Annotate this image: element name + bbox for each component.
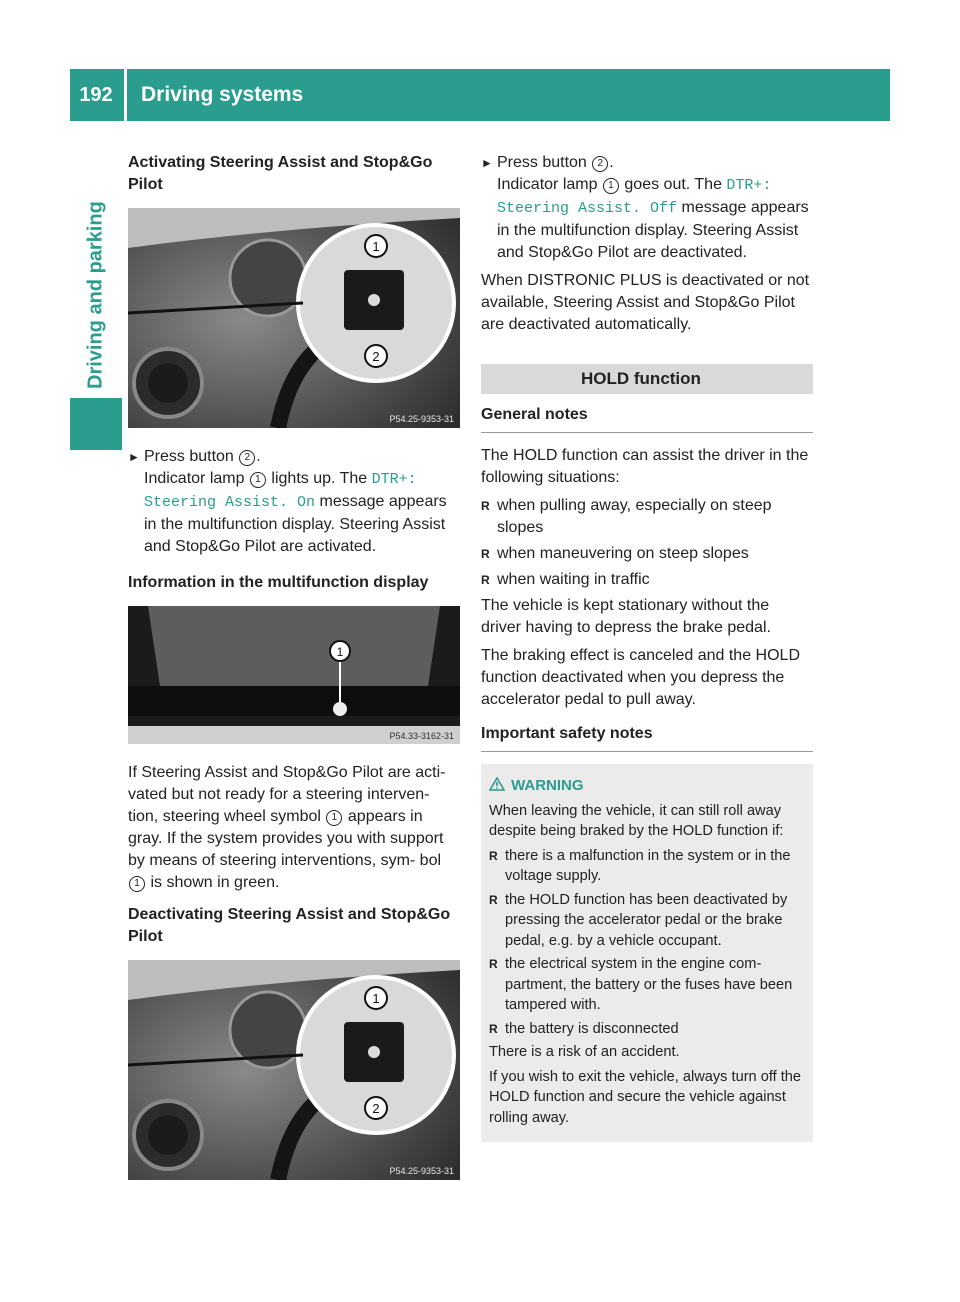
heading-activating: Activating Steering Assist and Stop&Go Pilot [128,154,433,193]
warning-triangle-icon [489,777,505,791]
list-item: R when pulling away, especially on steep slopes [481,497,772,536]
heading-info-display: Information in the multifunction display [128,574,429,591]
header-divider [124,69,127,121]
list-item: R there is a malfunction in the system or in the voltage supply. [489,847,791,884]
display-figure [128,606,460,744]
warning-intro: When leaving the vehicle, it can still roll away despite being braked by the HOLD function if: [489,802,784,839]
figure-code: P54.33-3162-31 [389,731,454,741]
dashboard-figure-1 [128,208,460,428]
figure-code: P54.25-9353-31 [389,1166,454,1176]
para-info: If Steering Assist and Stop&Go Pilot are acti- vated but not ready for a steering interven- tion, steering wheel symbol 1 appears in gray. If the system provides you with support by means of steering interventions, sym- bol 1 is shown in green. [128,764,446,891]
para-braking: The braking effect is canceled and the HOLD function deactivated when you depress the accelerator pedal to pull away. [481,647,800,708]
list-item: R the electrical system in the engine com- partment, the battery or the fuses have been tampered with. [489,956,793,1013]
dashboard-illustration [128,960,460,1180]
list-item: R when maneuvering on steep slopes [481,545,749,562]
list-item: R when waiting in traffic [481,571,650,588]
svg-text:1: 1 [372,991,380,1006]
page-number: 192 [79,83,113,106]
svg-text:2: 2 [372,349,380,364]
hold-intro: The HOLD function can assist the driver in the following situations: [481,447,809,486]
warning-advice: If you wish to exit the vehicle, always turn off the HOLD function and secure the vehicle against rolling away. [489,1068,802,1126]
warning-title: WARNING [511,777,584,794]
hold-function-title: HOLD function [481,364,813,394]
svg-text:2: 2 [372,1101,380,1116]
step-arrow-icon: ► [128,450,140,464]
section-title: Driving systems [141,83,304,106]
svg-text:1: 1 [336,645,344,659]
dashboard-illustration [128,208,460,428]
figure-code: P54.25-9353-31 [389,414,454,424]
svg-text:1: 1 [372,239,380,254]
para-distronic: When DISTRONIC PLUS is deactivated or not available, Steering Assist and Stop&Go Pilot are deactivated automatically. [481,272,810,333]
list-item: R the HOLD function has been deactivated by pressing the accelerator pedal or the brake pedal, e.g. by a vehicle occupant. [489,891,788,949]
warning-risk: There is a risk of an accident. [489,1044,680,1060]
warning-box [481,764,813,1142]
safety-notes-heading: Important safety notes [481,723,813,752]
heading-deactivating: Deactivating Steering Assist and Stop&Go Pilot [128,906,451,945]
step-activate: ► Press button 2 . Indicator lamp 1 lights up. The DTR+: Steering Assist. On message appears in the multifunction display. Steering Assist and Stop&Go Pilot are activated. [128,448,447,555]
general-notes-heading: General notes [481,404,813,433]
left-column [128,152,460,1198]
right-column [481,152,813,1142]
step-arrow-icon: ► [481,156,493,170]
display-illustration [128,606,460,744]
dashboard-figure-2 [128,960,460,1180]
step-deactivate: ► Press button 2 . Indicator lamp 1 goes out. The DTR+: Steering Assist. Off message appears in the multifunction display. Steering Assist and Stop&Go Pilot are deactivated. [481,154,809,261]
side-chapter-label: Driving and parking [84,201,107,389]
para-kept: The vehicle is kept stationary without the driver having to depress the brake pedal. [481,597,771,636]
side-chapter-marker [70,398,122,450]
list-item: R the battery is disconnected [489,1020,679,1037]
